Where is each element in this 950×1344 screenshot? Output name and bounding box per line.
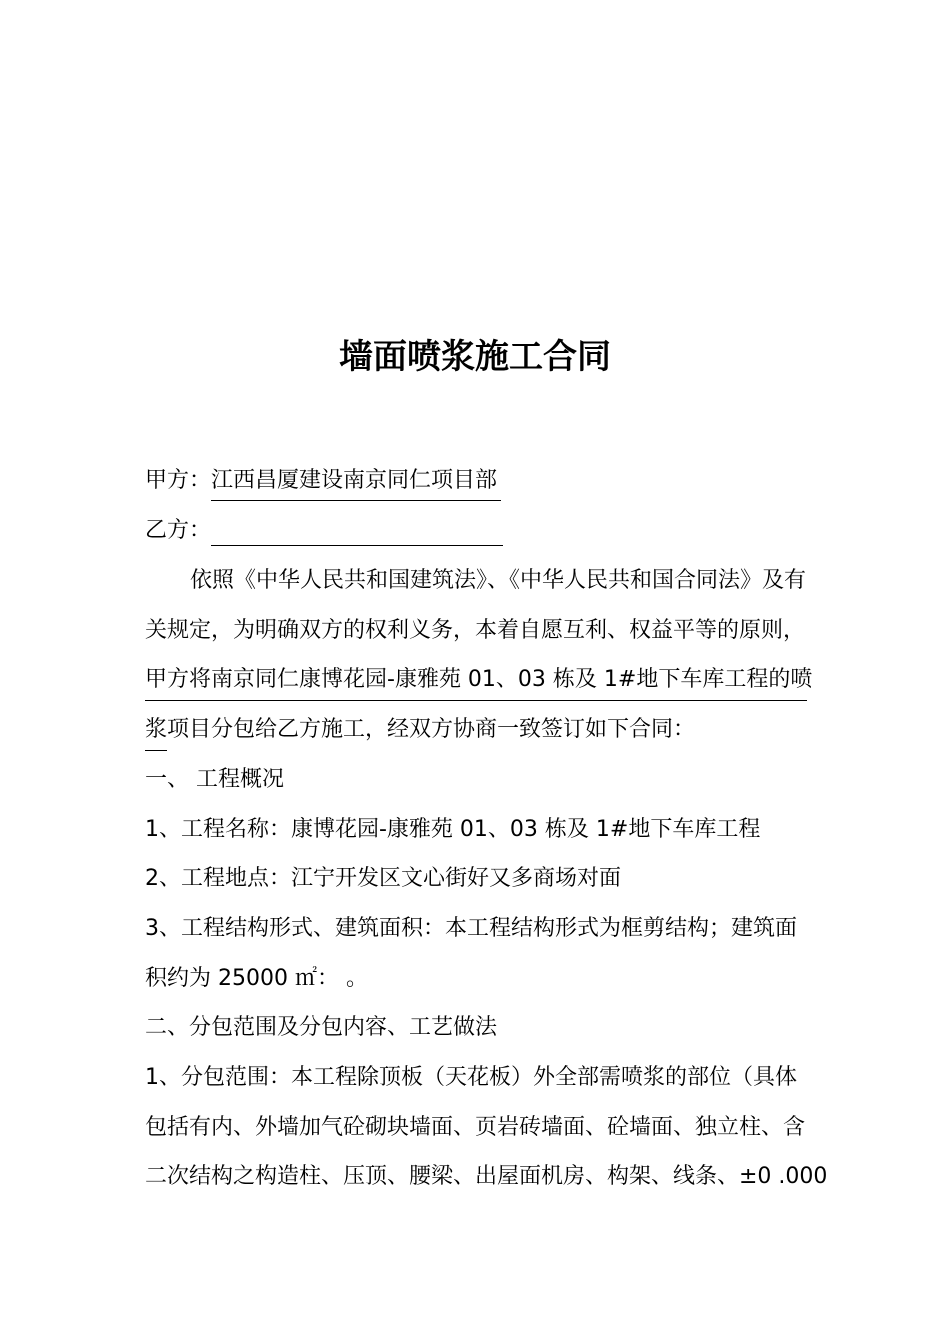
section-1-item-3-line-1: 3、工程结构形式、建筑面积：本工程结构形式为框剪结构；建筑面 [145, 916, 797, 941]
party-a-label: 甲方： [145, 468, 212, 493]
section-1-item-2: 2、工程地点：江宁开发区文心街好又多商场对面 [145, 866, 621, 891]
party-b-blank [211, 519, 503, 546]
party-a-line [145, 466, 501, 501]
intro-underline-3 [145, 700, 807, 701]
section-2-item-1-line-2: 包括有内、外墙加气砼砌块墙面、页岩砖墙面、砼墙面、独立柱、含 [145, 1115, 806, 1140]
section-1-heading: 一、 工程概况 [145, 767, 284, 792]
document-title: 墙面喷浆施工合同 [339, 337, 611, 377]
intro-line-1: 依照《中华人民共和国建筑法》、《中华人民共和国合同法》及有 [190, 568, 807, 593]
section-1-item-3-line-2: 积约为 25000 ㎡： 。 [145, 966, 368, 991]
party-b-label: 乙方： [145, 518, 212, 543]
intro-underline-4 [145, 750, 167, 751]
party-b-line [145, 516, 503, 546]
intro-line-2: 关规定，为明确双方的权利义务，本着自愿互利、权益平等的原则， [145, 618, 806, 643]
intro-line-3 [145, 665, 812, 695]
section-2-item-1-line-3: 二次结构之构造柱、压顶、腰梁、出屋面机房、构架、线条、±0 .000 [145, 1164, 828, 1189]
intro-line-3-text: 甲方将南京同仁康博花园-康雅苑 01、03 栋及 1#地下车库工程的喷 [145, 667, 813, 692]
section-1-item-1: 1、工程名称：康博花园-康雅苑 01、03 栋及 1#地下车库工程 [145, 817, 761, 842]
intro-line-4: 浆项目分包给乙方施工，经双方协商一致签订如下合同： [145, 717, 696, 742]
party-a-value: 江西昌厦建设南京同仁项目部 [211, 466, 501, 501]
section-2-item-1-line-1: 1、分包范围：本工程除顶板（天花板）外全部需喷浆的部位（具体 [145, 1065, 797, 1090]
section-2-heading: 二、分包范围及分包内容、工艺做法 [145, 1015, 498, 1040]
